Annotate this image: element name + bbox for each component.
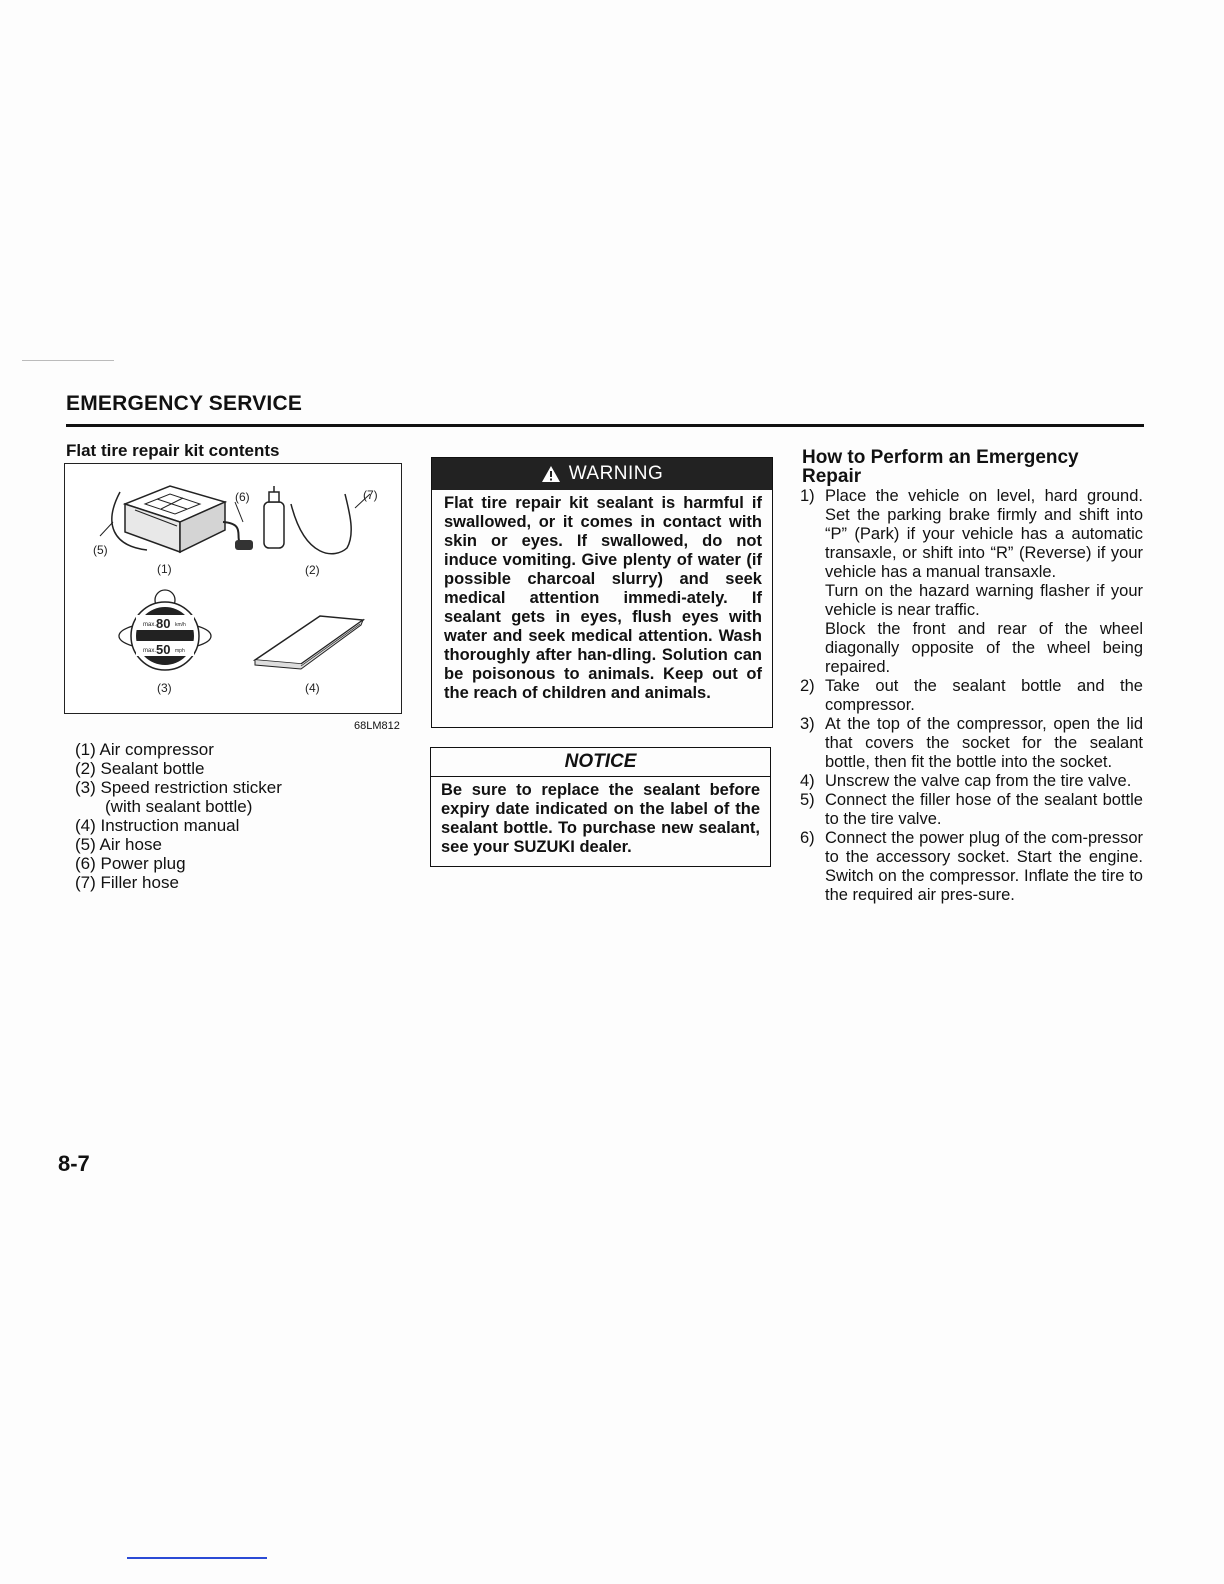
- list-item: (5) Air hose: [75, 835, 162, 854]
- list-item: (4) Instruction manual: [75, 816, 240, 835]
- list-item: (6) Power plug: [75, 854, 186, 873]
- callout-3: (3): [157, 681, 172, 695]
- step-number: 1): [800, 487, 815, 505]
- svg-text:mph: mph: [175, 648, 185, 654]
- step-text: Unscrew the valve cap from the tire valve.: [825, 772, 1132, 790]
- speed-sticker-drawing: [119, 590, 211, 670]
- warning-text: Flat tire repair kit sealant is harmful if swallowed, or it comes in contact with skin or eyes. If swallowed, do not induce vomiting. Give plenty of water (if possible charcoal slurry) and seek medical attention immedi-ately. If sealant gets in eyes, flush eyes with water and seek medical attention. Wash thoroughly after han-dling. Solution can be poisonous to animals. Keep out of the reach of children and animals.: [444, 494, 762, 702]
- scan-artifact-line: [22, 360, 114, 361]
- step-6: [800, 829, 1143, 905]
- section-title: EMERGENCY SERVICE: [66, 392, 303, 415]
- step-number: 4): [800, 772, 815, 790]
- list-item: (3) Speed restriction sticker: [75, 778, 282, 797]
- svg-text:max.: max.: [143, 648, 157, 654]
- callout-1: (1): [157, 562, 172, 576]
- step-text: Connect the filler hose of the sealant bottle to the tire valve.: [825, 791, 1143, 828]
- list-item: (1) Air compressor: [75, 740, 214, 759]
- step-text: Block the front and rear of the wheel diagonally opposite of the wheel being repaired.: [825, 620, 1143, 676]
- step-1: [800, 487, 1143, 677]
- svg-text:80: 80: [156, 616, 171, 631]
- step-number: 5): [800, 791, 815, 809]
- step-2: [800, 677, 1143, 715]
- power-plug-drawing: [235, 540, 253, 550]
- step-4: [800, 772, 1143, 791]
- notice-box: [430, 747, 771, 867]
- list-item: (2) Sealant bottle: [75, 759, 205, 778]
- warning-header: [432, 458, 772, 490]
- compressor-drawing: [125, 486, 225, 552]
- svg-text:km/h: km/h: [175, 622, 186, 628]
- kit-contents-figure: [64, 463, 402, 714]
- warning-triangle-icon: [541, 465, 561, 483]
- page-number: 8-7: [58, 1151, 90, 1176]
- callout-4: (4): [305, 681, 320, 695]
- figure-code: 68LM812: [354, 720, 400, 732]
- step-number: 2): [800, 677, 815, 695]
- sealant-bottle-drawing: [264, 486, 284, 548]
- kit-item-list: [75, 740, 282, 892]
- svg-text:50: 50: [156, 642, 171, 657]
- kit-illustration: [65, 464, 401, 713]
- svg-text:max.: max.: [143, 622, 157, 628]
- step-text: Connect the power plug of the com-pressor to the accessory socket. Start the engine. Switch on the compressor. Inflate the tire to the required air pres-sure.: [825, 829, 1143, 904]
- notice-text: Be sure to replace the sealant before expiry date indicated on the label of the sealant bottle. To purchase new sealant, see your SUZUKI dealer.: [441, 781, 760, 856]
- repair-steps: [800, 487, 1143, 905]
- step-text: Place the vehicle on level, hard ground. Set the parking brake firmly and shift into “P” (Park) if your vehicle has a automatic transaxle, or shift into “R” (Reverse) if your vehicle has a manual transaxle.: [825, 487, 1143, 581]
- warning-box: [431, 457, 773, 728]
- list-item: (7) Filler hose: [75, 873, 179, 892]
- filler-hose-drawing: [291, 494, 351, 554]
- scan-artifact-underline: [127, 1557, 267, 1559]
- list-item-continuation: (with sealant bottle): [105, 797, 253, 816]
- step-3: [800, 715, 1143, 772]
- title-rule: [66, 424, 1144, 427]
- step-text: Turn on the hazard warning flasher if your vehicle is near traffic.: [825, 582, 1143, 619]
- howto-title: How to Perform an Emergency Repair: [802, 447, 1079, 487]
- instruction-manual-drawing: [255, 616, 363, 669]
- callout-6: (6): [235, 490, 250, 504]
- warning-label: WARNING: [568, 463, 664, 484]
- step-5: [800, 791, 1143, 829]
- notice-header: NOTICE: [431, 748, 770, 777]
- step-text: Take out the sealant bottle and the compressor.: [825, 677, 1143, 714]
- callout-7: (7): [363, 488, 378, 502]
- callout-2: (2): [305, 563, 320, 577]
- step-number: 3): [800, 715, 815, 733]
- callout-5: (5): [93, 543, 108, 557]
- kit-heading: Flat tire repair kit contents: [66, 441, 280, 460]
- step-number: 6): [800, 829, 815, 847]
- step-text: At the top of the compressor, open the lid that covers the socket for the sealant bottle, then fit the bottle into the socket.: [825, 715, 1143, 771]
